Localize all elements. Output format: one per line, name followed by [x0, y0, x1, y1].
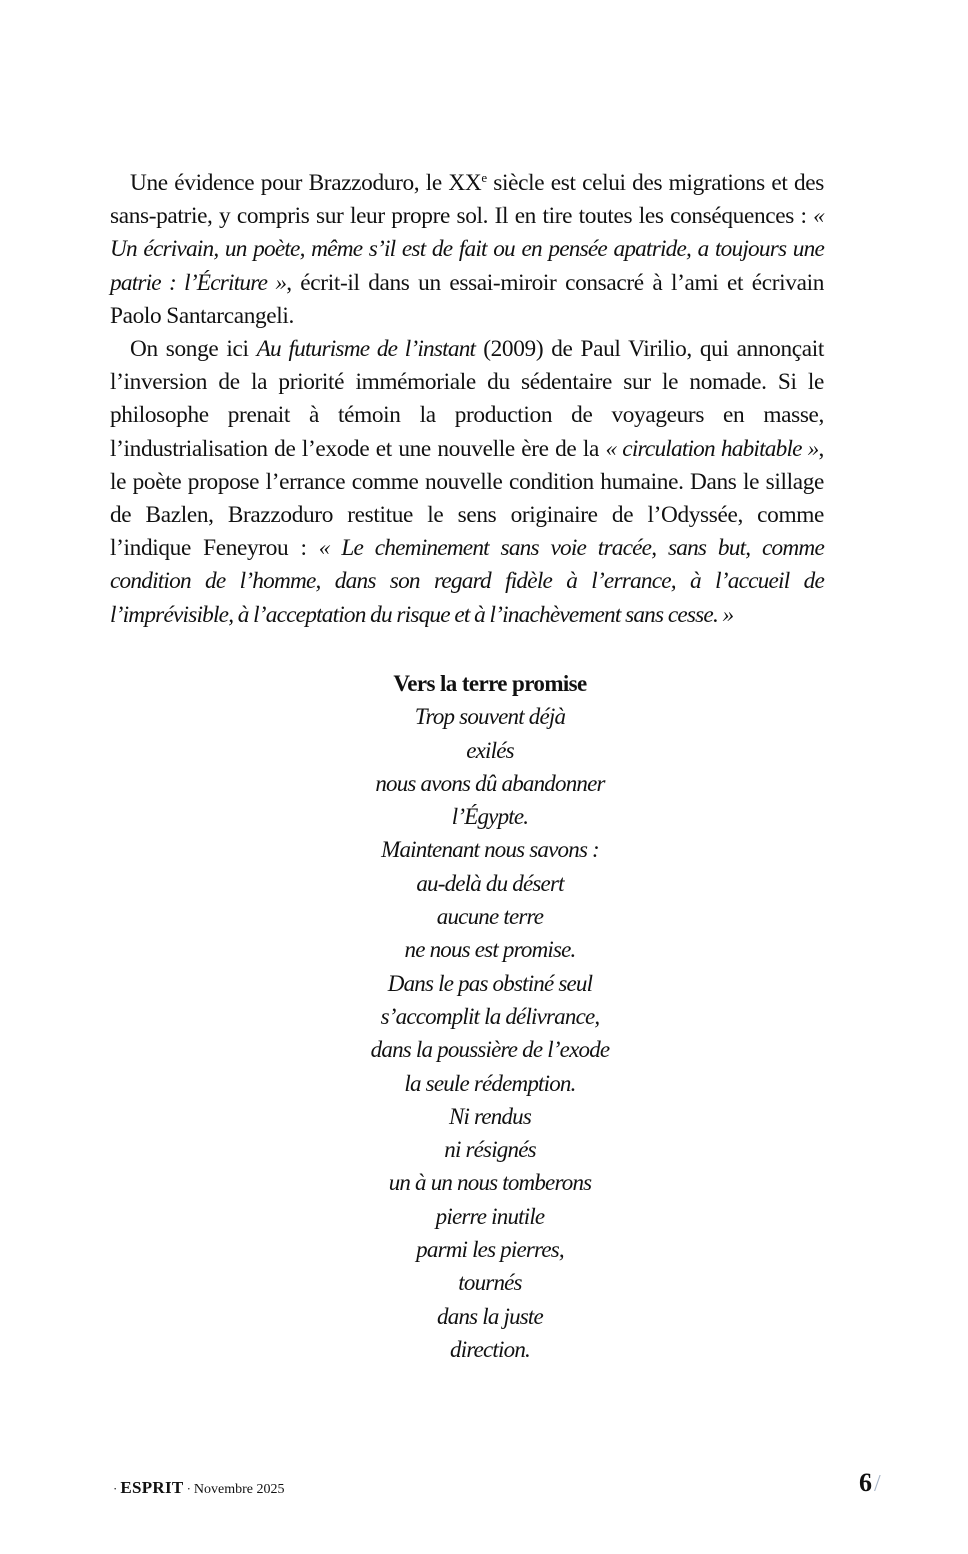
poem-line: Maintenant nous savons : — [381, 837, 599, 863]
poem-line: la seule rédemption. — [404, 1070, 576, 1096]
poem-line: un à un nous tomberons — [388, 1170, 592, 1196]
text-run: Une évidence pour Brazzoduro, le XX — [130, 170, 482, 196]
poem-line: parmi les pierres, — [416, 1237, 564, 1263]
text-run: siècle est celui des migrations et des sans-patrie, y compris sur leur propre sol. Il en tire toutes les conséquences : — [110, 170, 824, 230]
text-run: , le poète propose l’errance comme nouvelle condition humaine. Dans le sillage de Bazlen, Brazzoduro restitue le sens originaire de l’Odyssée, comme l’indique Feneyrou : — [110, 435, 825, 562]
quotation: « circulation habitable » — [605, 435, 819, 462]
footer-publication — [110, 1478, 285, 1498]
poem-line: s’accomplit la délivrance, — [380, 1003, 600, 1029]
poem-line: tournés — [458, 1270, 522, 1296]
poem-line: dans la juste — [437, 1303, 543, 1329]
text-run: , écrit-il dans un essai-miroir consacré à l’ami et écrivain Paolo Santarcangeli. — [110, 269, 824, 329]
poem-line: au-delà du désert — [416, 870, 564, 896]
paragraph-2 — [110, 333, 824, 632]
poem-line: pierre inutile — [435, 1203, 545, 1229]
poem-line: aucune terre — [436, 904, 544, 930]
poem-line: Dans le pas obstiné seul — [387, 970, 593, 996]
poem-line: dans la poussière de l’exode — [370, 1037, 610, 1063]
article-body — [110, 167, 824, 632]
page-number — [859, 1468, 881, 1498]
poem-line: Ni rendus — [448, 1103, 532, 1129]
century-superscript: e — [481, 170, 487, 185]
poem-line: direction. — [450, 1336, 530, 1362]
book-title: Au futurisme de l’instant — [256, 336, 476, 363]
poem-title: Vers la terre promise — [393, 671, 587, 696]
text-run: (2009) de Paul Virilio, qui annonçait l’inversion de la priorité immémoriale du sédentaire sur le nomade. Si le philosophe prenait à témoin la production de voyageurs en masse, l’industrialisation de l’exode et une nouvelle ère de la — [110, 336, 824, 462]
poem-line: l’Égypte. — [451, 804, 529, 830]
poem-line: ni résignés — [444, 1137, 536, 1163]
poem-line: ne nous est promise. — [404, 937, 576, 963]
poem-line: Trop souvent déjà — [414, 704, 566, 730]
journal-name: ESPRIT — [120, 1478, 184, 1497]
poem-lines — [290, 700, 690, 1366]
page-slash: / — [874, 1471, 881, 1497]
paragraph-1 — [110, 167, 824, 333]
poem-line: nous avons dû abandonner — [375, 770, 605, 796]
poem-line: exilés — [466, 737, 514, 763]
issue-date: Novembre 2025 — [193, 1482, 285, 1497]
quotation: « Un écrivain, un poète, même s’il est de fait ou en pensée apatride, a toujours une patrie : l’Écriture » — [110, 203, 824, 296]
separator-dot: · — [186, 1481, 191, 1496]
text-run: On songe ici — [130, 336, 257, 363]
page-number-value: 6 — [859, 1468, 872, 1497]
separator-dot: · — [113, 1481, 118, 1496]
poem — [290, 667, 690, 1366]
quotation: « Le cheminement sans voie tracée, sans but, comme condition de l’homme, dans son regard fidèle à l’errance, à l’accueil de l’imprévisible, à l’acceptation du risque et à l’inachèvement sans cesse. » — [110, 535, 824, 628]
